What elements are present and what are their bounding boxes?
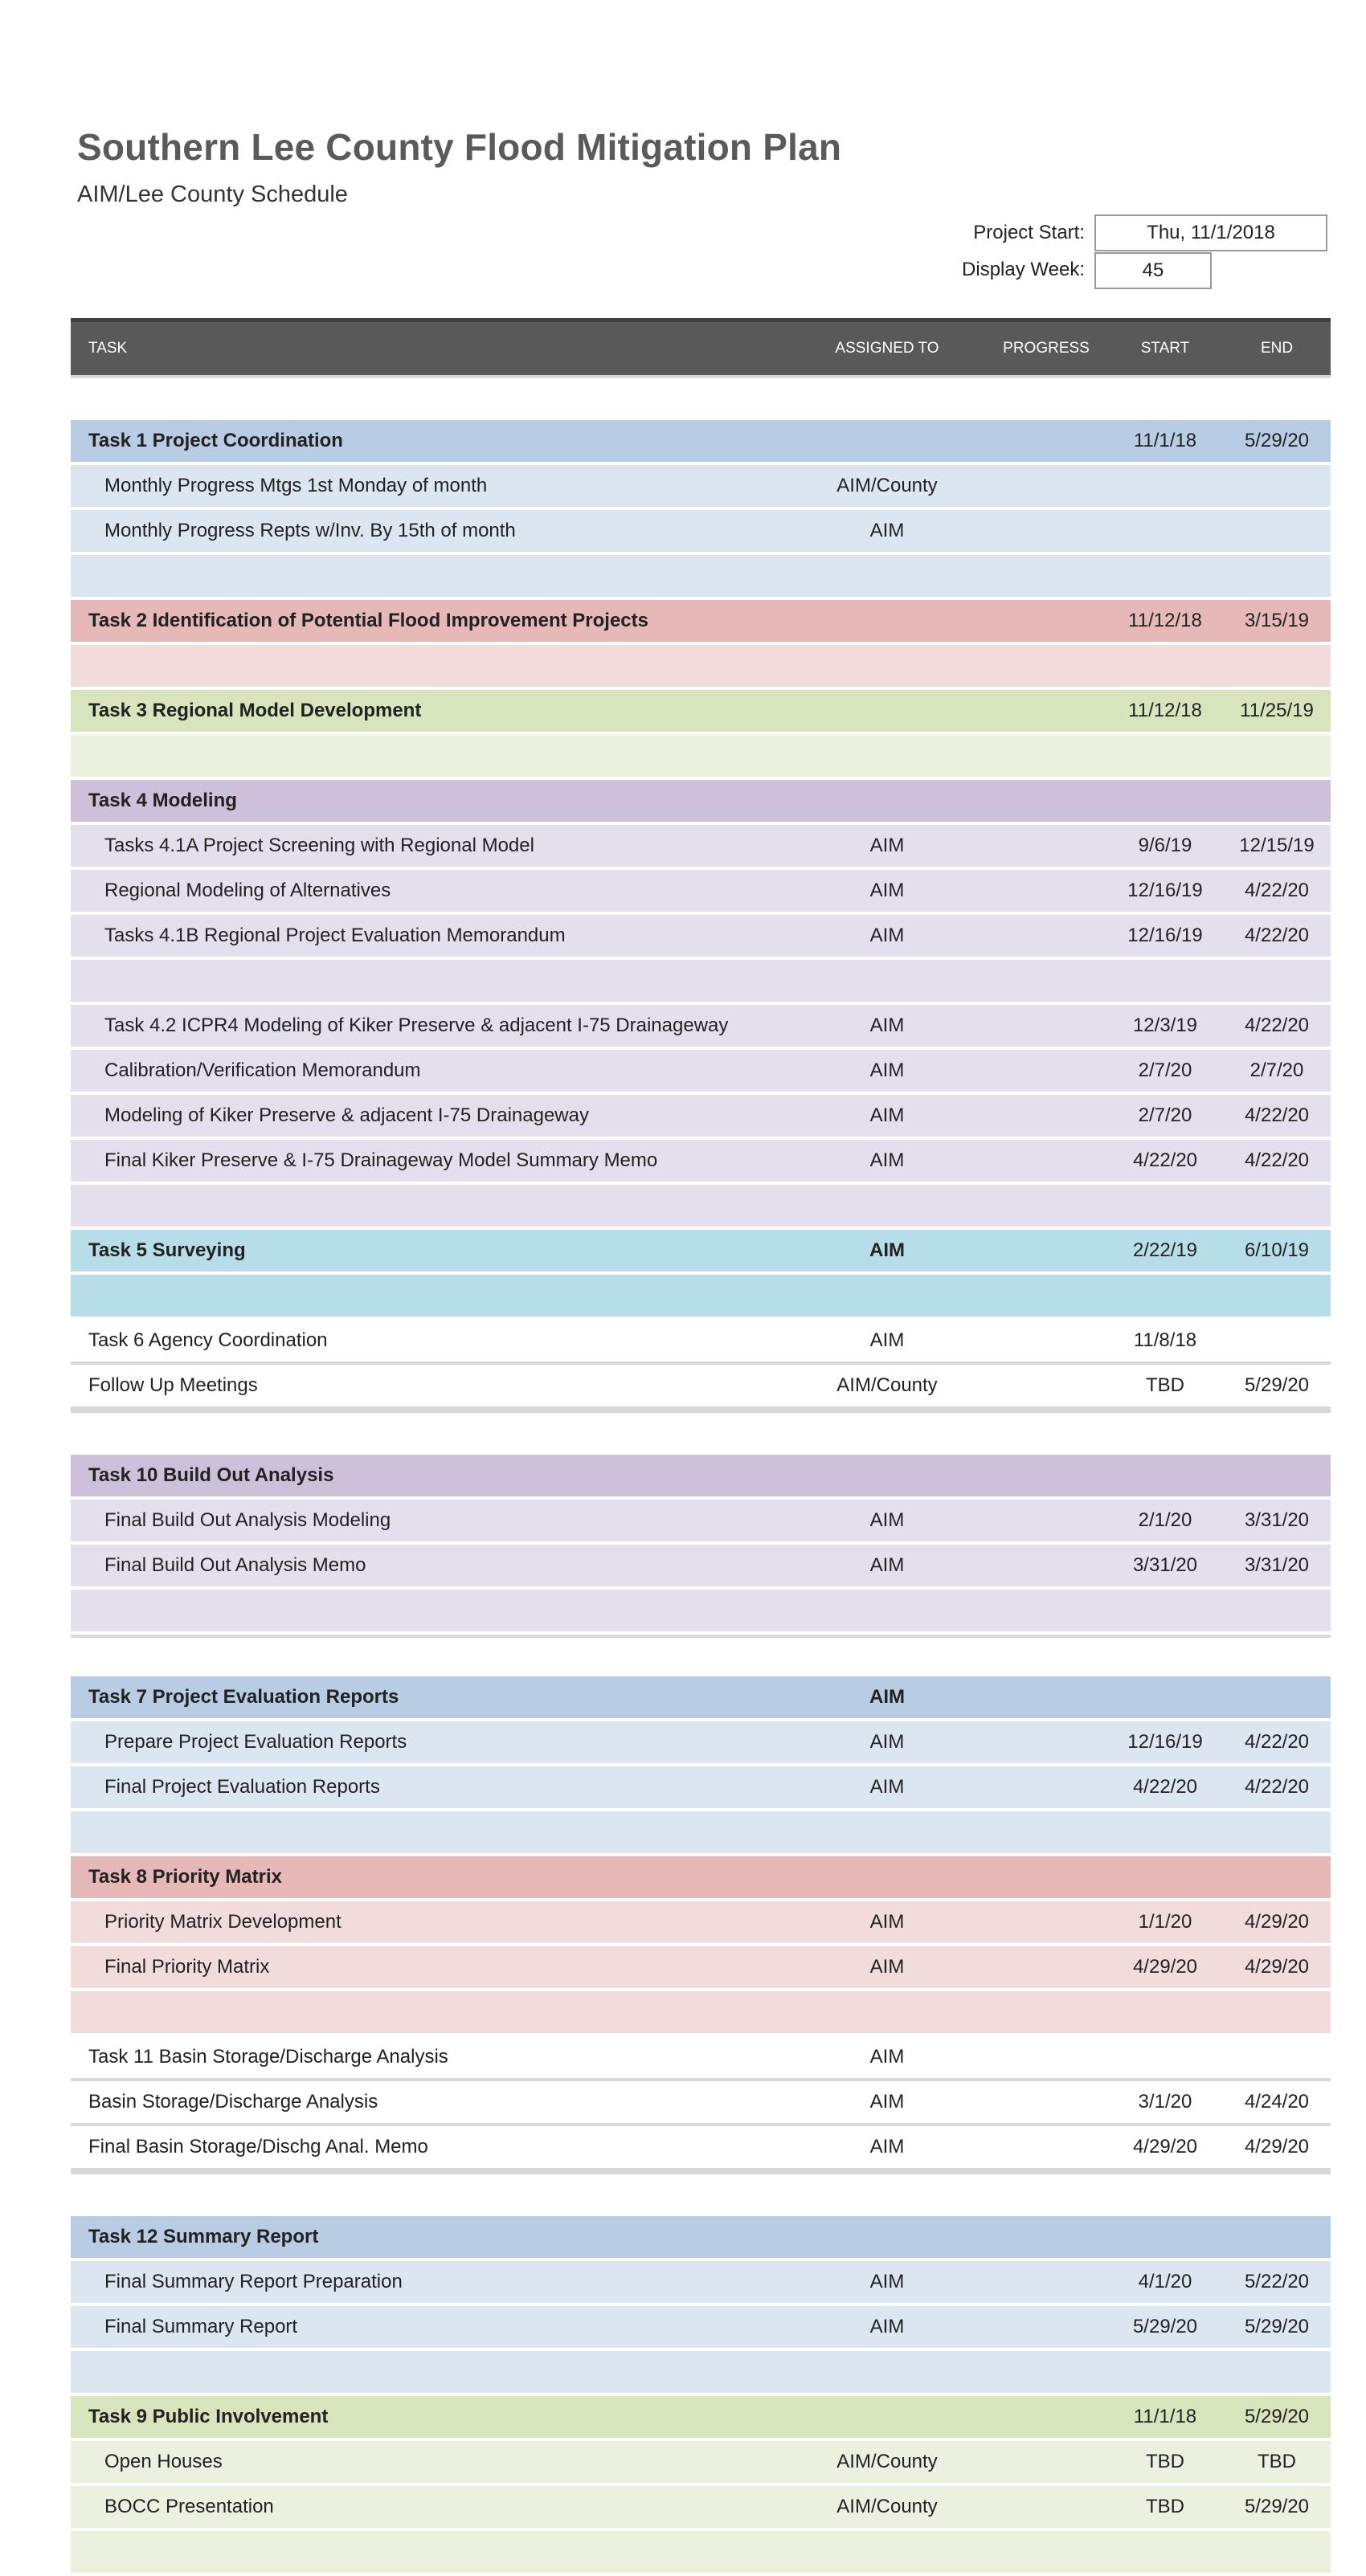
start-cell: TBD bbox=[1146, 1374, 1184, 1396]
assigned-cell: AIM bbox=[869, 1329, 905, 1351]
end-cell: 4/22/20 bbox=[1244, 880, 1310, 901]
end-cell: 6/10/19 bbox=[1244, 1239, 1310, 1261]
project-start-field[interactable]: Thu, 11/1/2018 bbox=[1094, 214, 1327, 251]
page-subtitle: AIM/Lee County Schedule bbox=[77, 182, 348, 207]
start-cell bbox=[1107, 2216, 1223, 2258]
schedule-table bbox=[71, 318, 1331, 2576]
start-cell: 2/1/20 bbox=[1138, 1509, 1192, 1531]
assigned-cell bbox=[818, 780, 956, 822]
start-cell: 2/7/20 bbox=[1138, 1104, 1192, 1126]
end-cell bbox=[1223, 1320, 1331, 1361]
display-week-field[interactable]: 45 bbox=[1094, 252, 1212, 289]
table-row[interactable] bbox=[71, 1185, 1331, 1230]
assigned-cell bbox=[818, 1455, 956, 1496]
assigned-cell bbox=[818, 555, 956, 597]
task-cell: Task 4.2 ICPR4 Modeling of Kiker Preserve & adjacent I-75 Drainageway bbox=[104, 1014, 729, 1036]
start-cell bbox=[1107, 1811, 1223, 1853]
assigned-cell: AIM bbox=[869, 1014, 905, 1036]
start-cell bbox=[1107, 465, 1223, 507]
start-cell: 9/6/19 bbox=[1138, 835, 1192, 856]
task-group-row[interactable] bbox=[71, 420, 1331, 465]
column-header-task: TASK bbox=[88, 340, 128, 357]
start-cell: 12/3/19 bbox=[1132, 1014, 1198, 1036]
assigned-cell: AIM/County bbox=[836, 475, 938, 496]
column-header-progress: PROGRESS bbox=[1003, 340, 1090, 357]
task-group-row[interactable] bbox=[71, 1455, 1331, 1500]
assigned-cell bbox=[818, 735, 956, 777]
start-cell bbox=[1107, 2036, 1223, 2078]
start-cell: 2/22/19 bbox=[1132, 1239, 1198, 1261]
assigned-cell: AIM bbox=[869, 1776, 905, 1798]
task-cell: Tasks 4.1B Regional Project Evaluation Memorandum bbox=[104, 925, 566, 946]
end-cell: 4/29/20 bbox=[1244, 1911, 1310, 1933]
end-cell bbox=[1223, 1590, 1331, 1631]
end-cell: 5/22/20 bbox=[1244, 2271, 1310, 2292]
project-start-label: Project Start: bbox=[973, 222, 1085, 243]
table-row[interactable] bbox=[71, 555, 1331, 600]
start-cell bbox=[1107, 735, 1223, 777]
assigned-cell: AIM bbox=[869, 1104, 905, 1126]
table-row[interactable] bbox=[71, 1320, 1331, 1365]
start-cell bbox=[1107, 1590, 1223, 1631]
table-row[interactable] bbox=[71, 1766, 1331, 1811]
assigned-cell: AIM bbox=[869, 1149, 905, 1171]
task-cell: Final Kiker Preserve & I-75 Drainageway Model Summary Memo bbox=[104, 1149, 658, 1171]
end-cell: 5/29/20 bbox=[1244, 430, 1310, 451]
row-spacer bbox=[71, 1635, 1331, 1676]
end-cell bbox=[1223, 1856, 1331, 1898]
task-cell: Final Project Evaluation Reports bbox=[104, 1776, 380, 1798]
start-cell bbox=[1107, 1991, 1223, 2033]
column-header-end: END bbox=[1260, 340, 1294, 357]
column-header-start: START bbox=[1140, 340, 1190, 357]
end-cell bbox=[1223, 555, 1331, 597]
start-cell: 11/1/18 bbox=[1133, 2406, 1197, 2427]
start-cell: 3/1/20 bbox=[1138, 2091, 1192, 2113]
task-cell: Calibration/Verification Memorandum bbox=[104, 1059, 421, 1081]
assigned-cell: AIM/County bbox=[836, 1374, 938, 1396]
assigned-cell: AIM bbox=[869, 2091, 905, 2113]
assigned-cell: AIM bbox=[869, 1911, 905, 1933]
end-cell: 3/15/19 bbox=[1244, 610, 1310, 631]
task-cell: Monthly Progress Mtgs 1st Monday of month bbox=[104, 475, 488, 496]
table-row[interactable] bbox=[71, 1275, 1331, 1320]
task-cell: Task 8 Priority Matrix bbox=[88, 1866, 282, 1888]
row-spacer bbox=[71, 1410, 1331, 1455]
end-cell: 4/29/20 bbox=[1244, 2136, 1310, 2158]
table-row[interactable] bbox=[71, 1365, 1331, 1410]
table-row[interactable] bbox=[71, 1901, 1331, 1946]
end-cell: 4/22/20 bbox=[1244, 1149, 1310, 1171]
start-cell: 4/29/20 bbox=[1132, 1956, 1198, 1978]
table-row[interactable] bbox=[71, 510, 1331, 555]
start-cell: 2/7/20 bbox=[1138, 1059, 1192, 1081]
task-cell: Monthly Progress Repts w/Inv. By 15th of month bbox=[104, 520, 516, 541]
start-cell: TBD bbox=[1146, 2451, 1184, 2472]
start-cell bbox=[1107, 2351, 1223, 2393]
task-group-row[interactable] bbox=[71, 1676, 1331, 1721]
task-cell: Task 4 Modeling bbox=[88, 790, 237, 811]
task-cell: Modeling of Kiker Preserve & adjacent I-75 Drainageway bbox=[104, 1104, 589, 1126]
task-cell: Final Summary Report bbox=[104, 2316, 298, 2337]
assigned-cell: AIM bbox=[869, 2136, 905, 2158]
table-body bbox=[71, 375, 1331, 2576]
start-cell bbox=[1107, 960, 1223, 1002]
assigned-cell bbox=[818, 2396, 956, 2438]
start-cell bbox=[1107, 2531, 1223, 2573]
assigned-cell bbox=[818, 960, 956, 1002]
task-cell: Task 12 Summary Report bbox=[88, 2226, 319, 2247]
task-cell: Basin Storage/Discharge Analysis bbox=[88, 2091, 378, 2113]
task-group-row[interactable] bbox=[71, 1856, 1331, 1901]
start-cell bbox=[1107, 1185, 1223, 1227]
table-row[interactable] bbox=[71, 1050, 1331, 1095]
start-cell bbox=[1107, 1275, 1223, 1317]
end-cell: 2/7/20 bbox=[1249, 1059, 1304, 1081]
table-row[interactable] bbox=[71, 1946, 1331, 1991]
end-cell: 4/22/20 bbox=[1244, 1014, 1310, 1036]
end-cell: 4/22/20 bbox=[1244, 1104, 1310, 1126]
start-cell: 5/29/20 bbox=[1132, 2316, 1198, 2337]
table-row[interactable] bbox=[71, 960, 1331, 1005]
table-row[interactable] bbox=[71, 2351, 1331, 2396]
task-cell: Final Build Out Analysis Modeling bbox=[104, 1509, 391, 1531]
end-cell bbox=[1223, 735, 1331, 777]
table-row[interactable] bbox=[71, 2036, 1331, 2081]
end-cell bbox=[1223, 510, 1331, 552]
assigned-cell: AIM bbox=[869, 880, 905, 901]
end-cell bbox=[1223, 1991, 1331, 2033]
start-cell: 4/22/20 bbox=[1132, 1776, 1198, 1798]
assigned-cell: AIM/County bbox=[836, 2451, 938, 2472]
table-row[interactable] bbox=[71, 1991, 1331, 2036]
assigned-cell bbox=[818, 2351, 956, 2393]
column-header-assigned: ASSIGNED TO bbox=[835, 340, 939, 357]
start-cell: 11/1/18 bbox=[1133, 430, 1197, 451]
task-cell: Prepare Project Evaluation Reports bbox=[104, 1731, 407, 1753]
assigned-cell: AIM bbox=[869, 1686, 905, 1708]
assigned-cell: AIM bbox=[869, 835, 905, 856]
assigned-cell: AIM bbox=[869, 2316, 905, 2337]
task-cell: Final Summary Report Preparation bbox=[104, 2271, 403, 2292]
assigned-cell: AIM bbox=[869, 2046, 905, 2068]
assigned-cell: AIM/County bbox=[836, 2496, 938, 2517]
end-cell: 3/31/20 bbox=[1244, 1509, 1310, 1531]
table-row[interactable] bbox=[71, 870, 1331, 915]
end-cell: 5/29/20 bbox=[1244, 2406, 1310, 2427]
row-spacer bbox=[71, 375, 1331, 420]
table-header bbox=[71, 318, 1331, 375]
table-row[interactable] bbox=[71, 2261, 1331, 2306]
start-cell: 4/22/20 bbox=[1132, 1149, 1198, 1171]
table-row[interactable] bbox=[71, 1140, 1331, 1185]
table-row[interactable] bbox=[71, 1545, 1331, 1590]
start-cell: 12/16/19 bbox=[1127, 880, 1203, 901]
start-cell bbox=[1107, 510, 1223, 552]
task-cell: Final Priority Matrix bbox=[104, 1956, 270, 1978]
end-cell: 11/25/19 bbox=[1240, 700, 1314, 721]
end-cell bbox=[1223, 645, 1331, 687]
table-row[interactable] bbox=[71, 2486, 1331, 2531]
assigned-cell bbox=[818, 600, 956, 642]
table-row[interactable] bbox=[71, 1590, 1331, 1635]
start-cell: 11/12/18 bbox=[1128, 610, 1202, 631]
start-cell: 4/1/20 bbox=[1138, 2271, 1192, 2292]
assigned-cell bbox=[818, 2216, 956, 2258]
task-cell: Task 11 Basin Storage/Discharge Analysis bbox=[88, 2046, 448, 2068]
end-cell bbox=[1223, 1455, 1331, 1496]
table-row[interactable] bbox=[71, 2081, 1331, 2126]
end-cell: 3/31/20 bbox=[1244, 1554, 1310, 1576]
task-cell: Tasks 4.1A Project Screening with Regional Model bbox=[104, 835, 534, 856]
assigned-cell bbox=[818, 1590, 956, 1631]
table-row[interactable] bbox=[71, 915, 1331, 960]
end-cell: 5/29/20 bbox=[1244, 2316, 1310, 2337]
end-cell bbox=[1223, 1676, 1331, 1718]
end-cell: TBD bbox=[1258, 2451, 1296, 2472]
assigned-cell: AIM bbox=[869, 1239, 905, 1261]
display-week-label: Display Week: bbox=[962, 259, 1085, 280]
assigned-cell bbox=[818, 690, 956, 732]
task-group-row[interactable] bbox=[71, 2396, 1331, 2441]
end-cell: 4/22/20 bbox=[1244, 1776, 1310, 1798]
table-row[interactable] bbox=[71, 1095, 1331, 1140]
task-cell: Task 3 Regional Model Development bbox=[88, 700, 422, 721]
end-cell bbox=[1223, 2351, 1331, 2393]
task-cell: Task 5 Surveying bbox=[88, 1239, 246, 1261]
start-cell: 12/16/19 bbox=[1127, 1731, 1203, 1753]
end-cell bbox=[1223, 2531, 1331, 2573]
end-cell bbox=[1223, 2216, 1331, 2258]
assigned-cell bbox=[818, 420, 956, 462]
start-cell: 3/31/20 bbox=[1132, 1554, 1198, 1576]
start-cell bbox=[1107, 645, 1223, 687]
assigned-cell: AIM bbox=[869, 1059, 905, 1081]
end-cell: 4/29/20 bbox=[1244, 1956, 1310, 1978]
end-cell: 12/15/19 bbox=[1239, 835, 1315, 856]
assigned-cell bbox=[818, 1811, 956, 1853]
start-cell bbox=[1107, 555, 1223, 597]
task-cell: Open Houses bbox=[104, 2451, 223, 2472]
task-cell: Task 2 Identification of Potential Flood Improvement Projects bbox=[88, 610, 648, 631]
task-group-row[interactable] bbox=[71, 2216, 1331, 2261]
table-row[interactable] bbox=[71, 1500, 1331, 1545]
assigned-cell bbox=[818, 1275, 956, 1317]
end-cell bbox=[1223, 1275, 1331, 1317]
row-spacer bbox=[71, 2171, 1331, 2216]
task-cell: Task 9 Public Involvement bbox=[88, 2406, 329, 2427]
start-cell bbox=[1107, 1856, 1223, 1898]
end-cell: 5/29/20 bbox=[1244, 2496, 1310, 2517]
start-cell: TBD bbox=[1146, 2496, 1184, 2517]
assigned-cell: AIM bbox=[869, 1731, 905, 1753]
task-cell: Priority Matrix Development bbox=[104, 1911, 342, 1933]
table-row[interactable] bbox=[71, 645, 1331, 690]
task-cell: BOCC Presentation bbox=[104, 2496, 274, 2517]
table-row[interactable] bbox=[71, 2126, 1331, 2171]
task-cell: Follow Up Meetings bbox=[88, 1374, 258, 1396]
table-row[interactable] bbox=[71, 825, 1331, 870]
table-row[interactable] bbox=[71, 2441, 1331, 2486]
start-cell bbox=[1107, 1676, 1223, 1718]
task-cell: Task 6 Agency Coordination bbox=[88, 1329, 328, 1351]
start-cell: 11/8/18 bbox=[1133, 1329, 1197, 1351]
end-cell: 4/24/20 bbox=[1244, 2091, 1310, 2113]
task-cell: Task 7 Project Evaluation Reports bbox=[88, 1686, 399, 1708]
task-cell: Task 10 Build Out Analysis bbox=[88, 1464, 334, 1486]
assigned-cell: AIM bbox=[869, 2271, 905, 2292]
assigned-cell: AIM bbox=[869, 520, 905, 541]
table-row[interactable] bbox=[71, 465, 1331, 510]
task-group-row[interactable] bbox=[71, 780, 1331, 825]
assigned-cell bbox=[818, 1185, 956, 1227]
task-cell: Final Build Out Analysis Memo bbox=[104, 1554, 366, 1576]
start-cell: 12/16/19 bbox=[1127, 925, 1203, 946]
start-cell bbox=[1107, 1455, 1223, 1496]
assigned-cell: AIM bbox=[869, 925, 905, 946]
end-cell: 5/29/20 bbox=[1244, 1374, 1310, 1396]
table-row[interactable] bbox=[71, 1721, 1331, 1766]
assigned-cell bbox=[818, 1991, 956, 2033]
end-cell bbox=[1223, 2036, 1331, 2078]
task-cell: Final Basin Storage/Dischg Anal. Memo bbox=[88, 2136, 428, 2158]
start-cell: 1/1/20 bbox=[1138, 1911, 1192, 1933]
assigned-cell: AIM bbox=[869, 1509, 905, 1531]
table-row[interactable] bbox=[71, 735, 1331, 780]
table-row[interactable] bbox=[71, 1811, 1331, 1856]
assigned-cell: AIM bbox=[869, 1554, 905, 1576]
assigned-cell bbox=[818, 645, 956, 687]
assigned-cell bbox=[818, 2531, 956, 2573]
end-cell bbox=[1223, 1185, 1331, 1227]
start-cell: 11/12/18 bbox=[1128, 700, 1202, 721]
start-cell bbox=[1107, 780, 1223, 822]
end-cell bbox=[1223, 465, 1331, 507]
page-title: Southern Lee County Flood Mitigation Plan bbox=[77, 126, 842, 168]
end-cell: 4/22/20 bbox=[1244, 1731, 1310, 1753]
table-row[interactable] bbox=[71, 1005, 1331, 1050]
task-group-row[interactable] bbox=[71, 690, 1331, 735]
table-row[interactable] bbox=[71, 2531, 1331, 2576]
task-cell: Regional Modeling of Alternatives bbox=[104, 880, 391, 901]
table-row[interactable] bbox=[71, 2306, 1331, 2351]
task-cell: Task 1 Project Coordination bbox=[88, 430, 343, 451]
start-cell: 4/29/20 bbox=[1132, 2136, 1198, 2158]
task-group-row[interactable] bbox=[71, 600, 1331, 645]
end-cell bbox=[1223, 780, 1331, 822]
end-cell bbox=[1223, 960, 1331, 1002]
end-cell: 4/22/20 bbox=[1244, 925, 1310, 946]
assigned-cell: AIM bbox=[869, 1956, 905, 1978]
assigned-cell bbox=[818, 1856, 956, 1898]
task-group-row[interactable] bbox=[71, 1230, 1331, 1275]
end-cell bbox=[1223, 1811, 1331, 1853]
